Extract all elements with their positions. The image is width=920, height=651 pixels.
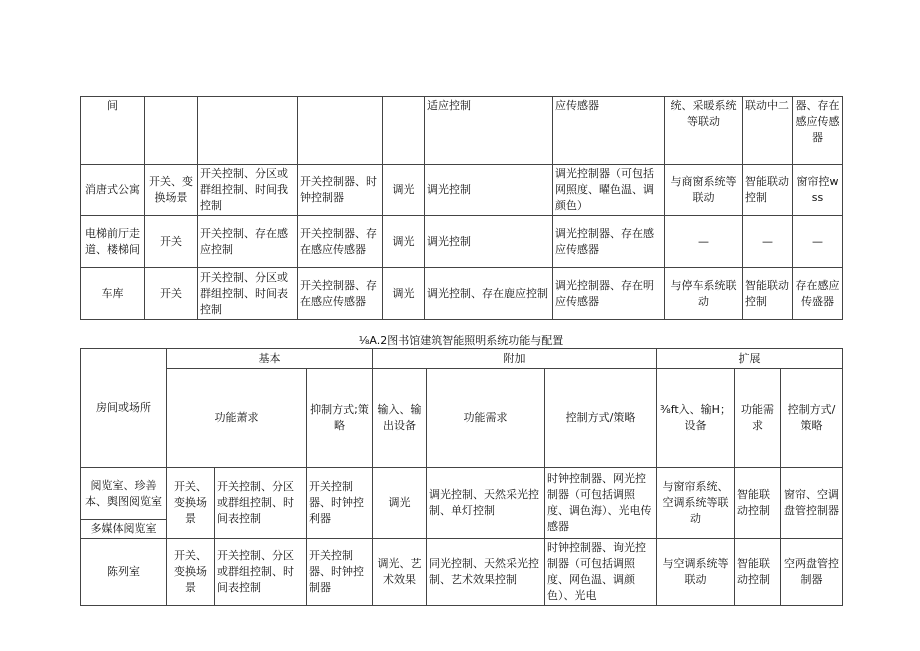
cell: 开关、变换场景 [145, 165, 198, 216]
cell: 时钟控制器、网光控制器（可包括调照度、调色海）、光电传感器 [545, 468, 657, 539]
room-header: 房间或场所 [81, 349, 167, 468]
cell: 开关 [145, 216, 198, 268]
cell: 开关 [145, 268, 198, 320]
cell: 联动中二 [743, 97, 793, 165]
sub-header: 功能需求 [735, 369, 781, 468]
cell: 开关控制、分区或群组控制、时间表控制 [215, 539, 307, 606]
cell: 开关控制、分区或群组控制、时间我控制 [198, 165, 298, 216]
cell: 窗帘控wss [793, 165, 843, 216]
extra-header: 附加 [373, 349, 657, 369]
cell: — [665, 216, 743, 268]
room-cell: 陈列室 [81, 539, 167, 606]
cell: 调光控制、存在鹿应控制 [425, 268, 553, 320]
table-caption: ⅛A.2图书馆建筑智能照明系统功能与配置 [358, 334, 564, 347]
table-library-lighting [80, 348, 843, 606]
cell: 与商窗系统等联动 [665, 165, 743, 216]
cell: 开关、变换场景 [167, 468, 215, 539]
cell: — [793, 216, 843, 268]
cell: 智能联动控制 [735, 539, 781, 606]
cell: 开关控制器、时钟控制器 [298, 165, 383, 216]
room-cell: 间 [81, 97, 145, 165]
table-row [81, 216, 843, 268]
sub-header: 功能萧求 [167, 369, 307, 468]
cell: 开关控制器、存在感应传感器 [298, 268, 383, 320]
cell: 统、采暖系统等联动 [665, 97, 743, 165]
cell: 开关控制器、时钟控利器 [307, 468, 373, 539]
cell: 调光 [373, 468, 427, 539]
cell: 调光控制、天然采光控制、单灯控制 [427, 468, 545, 539]
cell: 开关控制、存在感应控制 [198, 216, 298, 268]
sub-header: 控制方式/策略 [545, 369, 657, 468]
room-cell: 多媒体阅览室 [81, 520, 167, 539]
cell: 智能联动控制 [735, 468, 781, 539]
table-residential-lighting [80, 96, 843, 320]
cell [145, 97, 198, 165]
cell: 调光、艺术效果 [373, 539, 427, 606]
basic-header: 基本 [167, 349, 373, 369]
cell [298, 97, 383, 165]
cell [383, 97, 425, 165]
expand-header: 扩展 [657, 349, 843, 369]
cell: 调光 [383, 165, 425, 216]
cell: 调光控制 [425, 165, 553, 216]
cell: 智能联动控制 [743, 165, 793, 216]
cell: 适应控制 [425, 97, 553, 165]
sub-header: 功能需求 [427, 369, 545, 468]
cell: 开关控制器、存在感应传感器 [298, 216, 383, 268]
cell: 开关控制器、时钟控制器 [307, 539, 373, 606]
cell: 调光控制器、存在感应传感器 [553, 216, 665, 268]
cell: 应传感器 [553, 97, 665, 165]
cell [198, 97, 298, 165]
cell: 调光 [383, 268, 425, 320]
table-row [81, 539, 843, 606]
sub-header: ⅜ft入、输H；设备 [657, 369, 735, 468]
cell: 与空调系统等联动 [657, 539, 735, 606]
cell: 与停车系统联动 [665, 268, 743, 320]
room-cell: 电梯前厅走道、楼梯间 [81, 216, 145, 268]
cell: 同光控制、天然采光控制、艺术效果控制 [427, 539, 545, 606]
cell: 调光控制 [425, 216, 553, 268]
cell: 与窗帘系统、空调系统等联动 [657, 468, 735, 539]
cell: 调光控制器（可包括网照度、曜色温、调颜色） [553, 165, 665, 216]
table-row [81, 468, 843, 520]
room-cell: 消唐式公寓 [81, 165, 145, 216]
cell: 器、存在感应传感器 [793, 97, 843, 165]
cell: 时钟控制器、询光控制器（可包括调照度、网色温、调颜色）、光电 [545, 539, 657, 606]
group-header-row [81, 349, 843, 369]
cell: 智能联动控制 [743, 268, 793, 320]
cell: 调光 [383, 216, 425, 268]
sub-header-row [81, 369, 843, 468]
sub-header: 输入、输出设备 [373, 369, 427, 468]
room-cell: 车库 [81, 268, 145, 320]
table-row [81, 268, 843, 320]
cell: 开关、变换场景 [167, 539, 215, 606]
sub-header: 抑制方式;策略 [307, 369, 373, 468]
table-row [81, 165, 843, 216]
cell: 窗帘、空调盘管控制器 [781, 468, 843, 539]
room-cell: 阅览室、珍善本、舆图阅览室 [81, 468, 167, 520]
cell: 存在感应传盛器 [793, 268, 843, 320]
cell: 空两盘管控制器 [781, 539, 843, 606]
table-row [81, 97, 843, 165]
cell: — [743, 216, 793, 268]
cell: 开关控制、分区或群组控制、时间表控制 [198, 268, 298, 320]
cell: 调光控制器、存在明应传感器 [553, 268, 665, 320]
sub-header: 控制方式/策略 [781, 369, 843, 468]
cell: 开关控制、分区或群组控制、时间表控制 [215, 468, 307, 539]
